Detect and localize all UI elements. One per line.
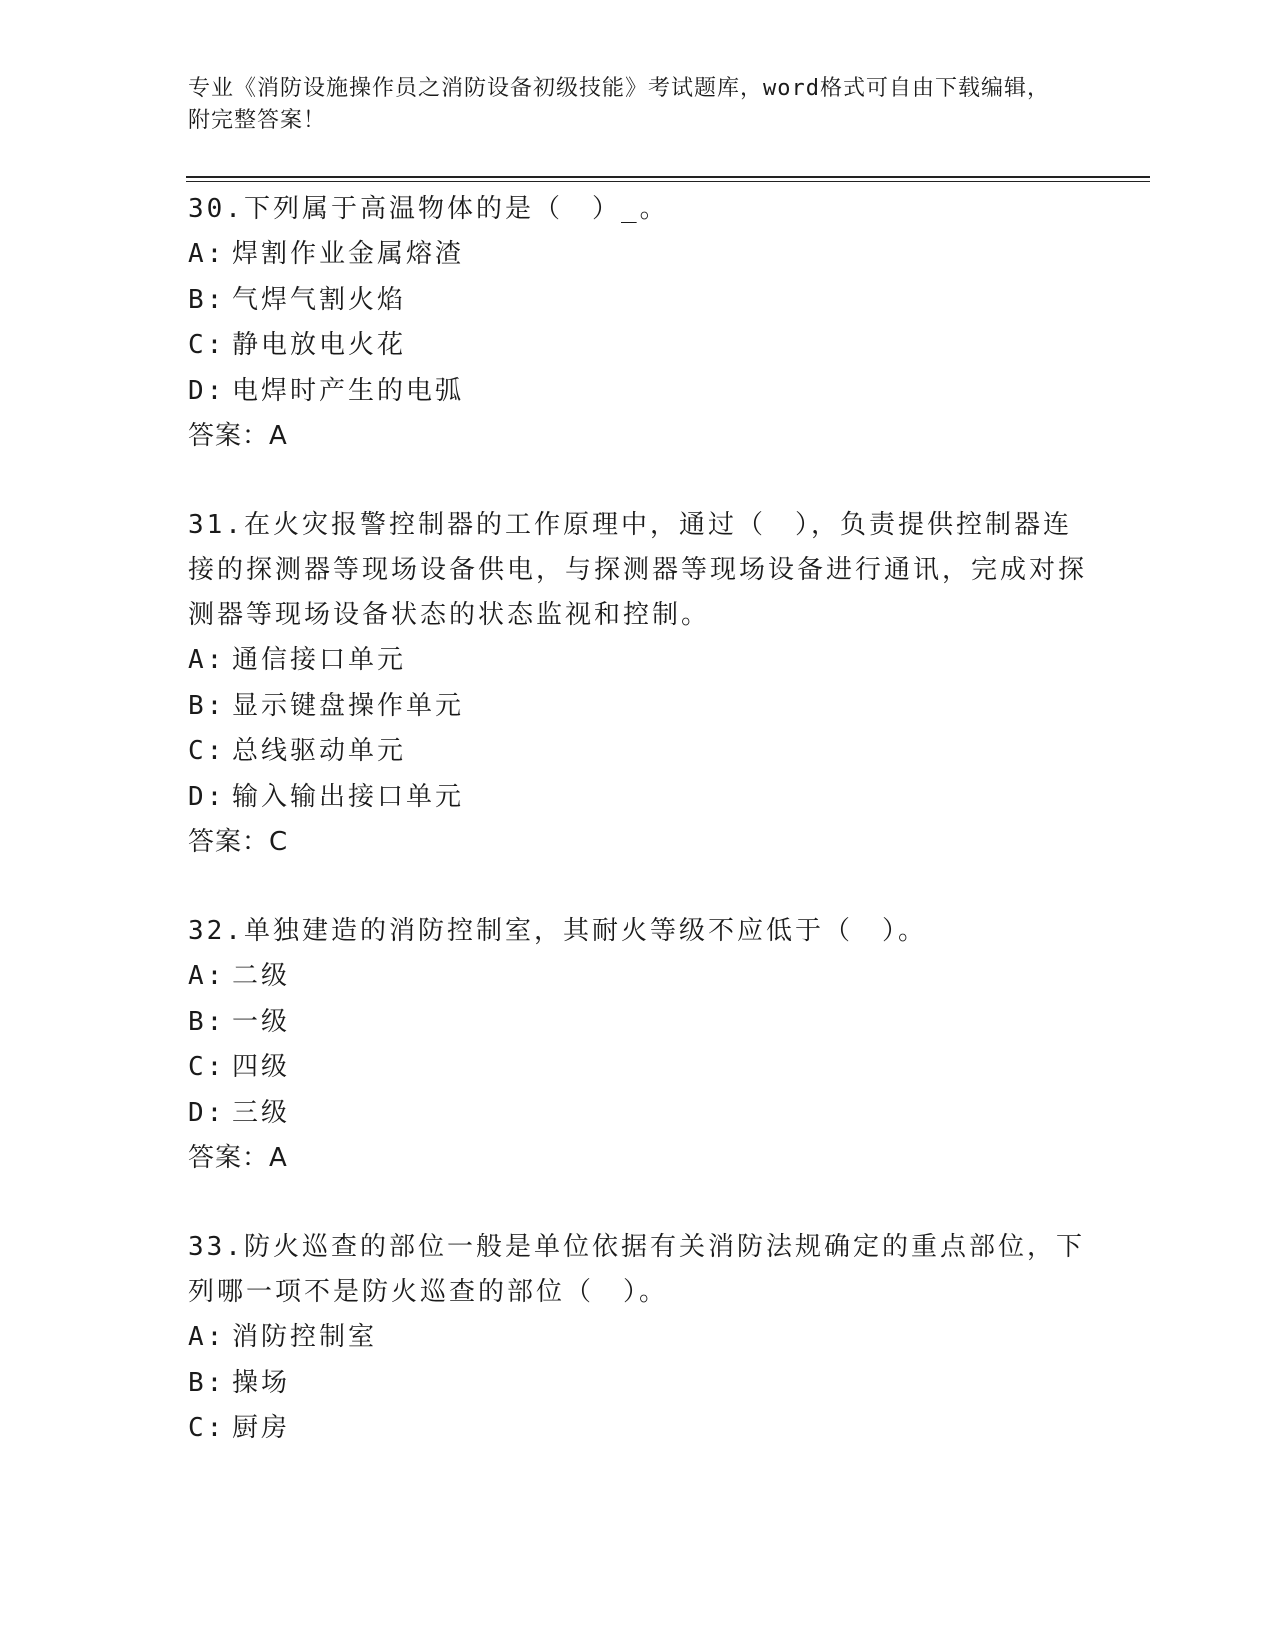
- question-stem: 31.在火灾报警控制器的工作原理中，通过（ ），负责提供控制器连接的探测器等现场设备供电，与探测器等现场设备进行通讯，完成对探测器等现场设备状态的状态监视和控制。: [188, 510, 1088, 630]
- option-d: [188, 775, 1088, 821]
- option-text: 显示键盘操作单元: [232, 690, 465, 721]
- option-text: 静电放电火花: [232, 330, 407, 360]
- header-divider-thin: [186, 181, 1150, 182]
- option-a: [188, 232, 1088, 278]
- option-b: [188, 278, 1088, 324]
- option-key: B:: [188, 690, 226, 721]
- option-key: B:: [188, 1006, 226, 1037]
- question-list: [188, 187, 1088, 1496]
- option-c: [188, 323, 1088, 369]
- option-key: A:: [188, 961, 226, 991]
- option-a: [188, 638, 1088, 684]
- header-divider-thick: [186, 176, 1150, 178]
- option-text: 厨房: [232, 1413, 291, 1443]
- answer-line: 答案：C: [188, 827, 289, 857]
- option-text: 二级: [232, 961, 291, 991]
- option-key: C:: [188, 1413, 226, 1443]
- question-stem: 32.单独建造的消防控制室，其耐火等级不应低于（ ）。: [188, 916, 927, 946]
- option-key: B:: [188, 1367, 226, 1398]
- option-key: D:: [188, 1097, 226, 1128]
- option-key: A:: [188, 645, 226, 675]
- option-d: [188, 1091, 1088, 1137]
- option-a: [188, 954, 1088, 1000]
- option-key: D:: [188, 375, 226, 406]
- option-c: [188, 729, 1088, 775]
- question-30: [188, 187, 1088, 459]
- option-key: C:: [188, 736, 226, 766]
- answer-line: 答案：A: [188, 1143, 288, 1173]
- option-key: B:: [188, 284, 226, 315]
- option-text: 焊割作业金属熔渣: [232, 239, 465, 269]
- option-key: A:: [188, 239, 226, 269]
- question-stem: 30.下列属于高温物体的是（ ）_。: [188, 194, 669, 224]
- question-31: [188, 503, 1088, 865]
- option-text: 电焊时产生的电弧: [232, 375, 465, 406]
- question-33: [188, 1225, 1088, 1452]
- option-text: 气焊气割火焰: [232, 284, 407, 315]
- option-b: [188, 1000, 1088, 1046]
- option-text: 输入输出接口单元: [232, 781, 465, 812]
- document-header: 专业《消防设施操作员之消防设备初级技能》考试题库，word格式可自由下载编辑，附完整答案！: [188, 76, 1050, 133]
- option-b: [188, 1361, 1088, 1407]
- option-c: [188, 1406, 1088, 1452]
- option-text: 消防控制室: [232, 1322, 378, 1352]
- option-b: [188, 684, 1088, 730]
- option-d: [188, 369, 1088, 415]
- option-c: [188, 1045, 1088, 1091]
- option-text: 操场: [232, 1367, 291, 1398]
- option-text: 三级: [232, 1097, 291, 1128]
- option-a: [188, 1315, 1088, 1361]
- option-key: D:: [188, 781, 226, 812]
- answer-line: 答案：A: [188, 421, 288, 451]
- question-32: [188, 909, 1088, 1181]
- option-key: A:: [188, 1322, 226, 1352]
- option-text: 四级: [232, 1052, 291, 1082]
- option-text: 一级: [232, 1006, 291, 1037]
- option-text: 总线驱动单元: [232, 736, 407, 766]
- option-key: C:: [188, 1052, 226, 1082]
- option-key: C:: [188, 330, 226, 360]
- option-text: 通信接口单元: [232, 645, 407, 675]
- question-stem: 33.防火巡查的部位一般是单位依据有关消防法规确定的重点部位，下列哪一项不是防火巡查的部位（ ）。: [188, 1232, 1085, 1307]
